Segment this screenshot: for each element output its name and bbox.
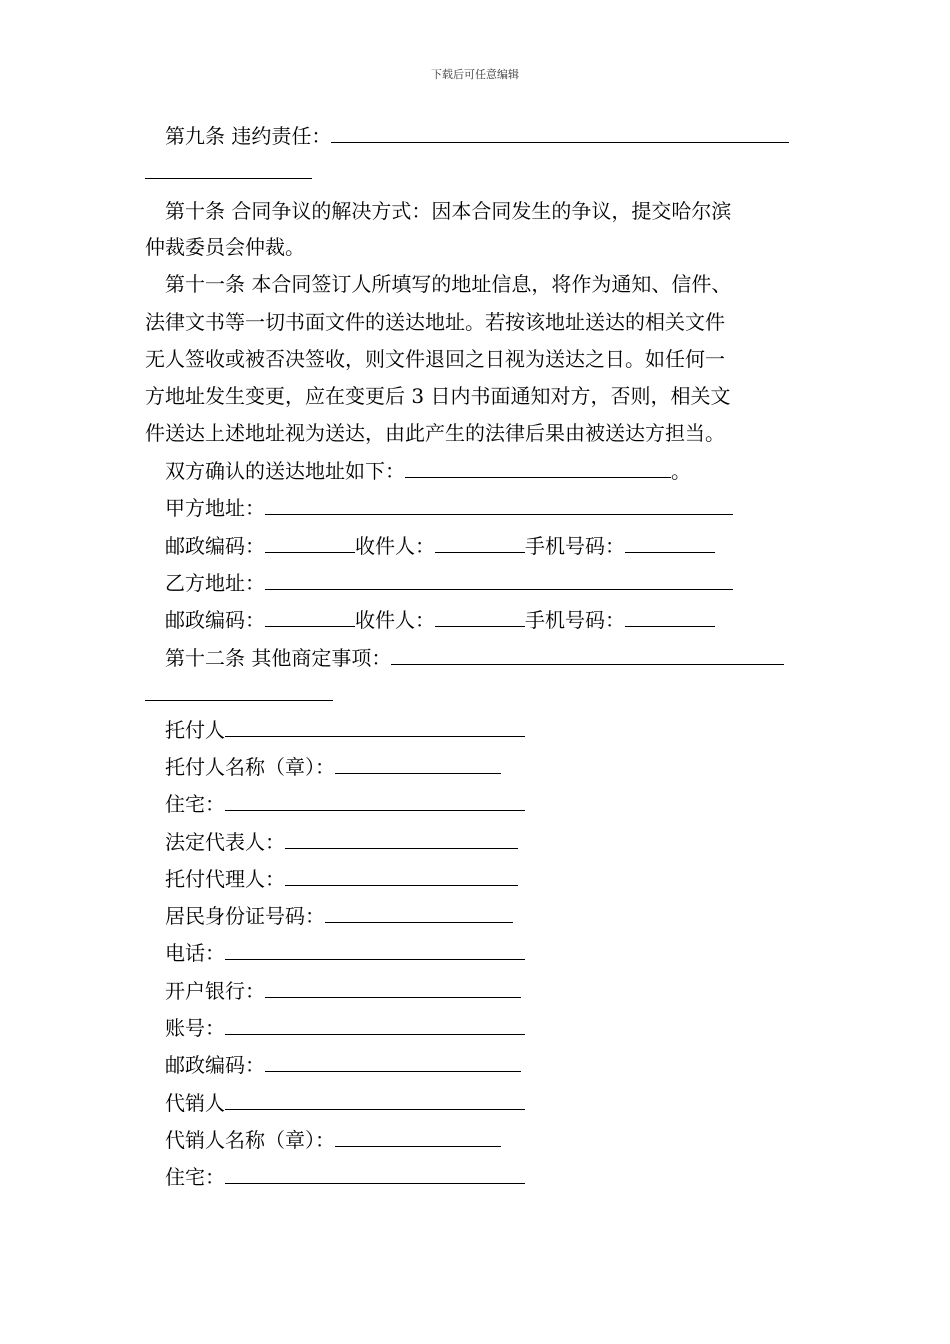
consignor-phone-field[interactable] [225, 941, 525, 960]
party-b-phone-label: 手机号码： [525, 608, 625, 632]
party-b-recipient-field[interactable] [435, 608, 525, 627]
party-b-postal-label: 邮政编码： [165, 608, 265, 632]
consignor-postal-label: 邮政编码： [165, 1053, 265, 1077]
party-a-recipient-field[interactable] [435, 534, 525, 553]
address-confirm-label: 双方确认的送达地址如下： [165, 459, 405, 483]
article-12-continuation [145, 682, 333, 706]
party-b-phone-field[interactable] [625, 608, 715, 627]
consignor-phone-label: 电话： [165, 941, 225, 965]
other-matters-field[interactable] [391, 646, 784, 665]
consignor-residence-field[interactable] [225, 792, 525, 811]
article-11-line-5: 件送达上述地址视为送达，由此产生的法律后果由被送达方担当。 [145, 421, 725, 445]
consignor-name-row [165, 755, 501, 779]
party-a-contact-row [165, 534, 715, 558]
consignor-bank-field[interactable] [265, 979, 521, 998]
article-12-label: 第十二条 其他商定事项： [165, 646, 392, 670]
consignor-legal-rep-field[interactable] [285, 830, 518, 849]
party-a-phone-field[interactable] [625, 534, 715, 553]
article-9-continuation [145, 160, 312, 184]
article-11-line-4: 方地址发生变更，应在变更后 3 日内书面通知对方，否则，相关文 [145, 384, 731, 408]
consignor-id-label: 居民身份证号码： [165, 904, 325, 928]
party-a-address-row [165, 496, 733, 520]
party-a-address-field[interactable] [265, 496, 733, 515]
distributor-name-label: 代销人名称（章）： [165, 1128, 335, 1152]
consignor-name-field[interactable] [335, 755, 501, 774]
consignor-postal-row [165, 1053, 521, 1077]
address-confirm-row [165, 459, 691, 483]
consignor-bank-row [165, 979, 521, 1003]
distributor-name-row [165, 1128, 501, 1152]
consignor-postal-field[interactable] [265, 1053, 521, 1072]
consignor-legal-rep-label: 法定代表人： [165, 830, 285, 854]
distributor-title: 代销人 [165, 1091, 225, 1115]
consignor-legal-rep-row [165, 830, 518, 854]
distributor-residence-row [165, 1165, 525, 1189]
party-a-address-label: 甲方地址： [165, 496, 265, 520]
page-header: 下载后可任意编辑 [431, 68, 519, 81]
party-a-postal-label: 邮政编码： [165, 534, 265, 558]
consignor-phone-row [165, 941, 525, 965]
address-confirm-field[interactable] [405, 459, 671, 478]
consignor-title: 托付人 [165, 718, 225, 742]
article-11-line-2: 法律文书等一切书面文件的送达地址。若按该地址送达的相关文件 [145, 310, 725, 334]
article-9 [165, 124, 789, 148]
consignor-account-row [165, 1016, 525, 1040]
distributor-field[interactable] [225, 1091, 525, 1110]
breach-liability-field[interactable] [331, 124, 789, 143]
party-a-recipient-label: 收件人： [355, 534, 435, 558]
address-confirm-end: 。 [671, 459, 691, 483]
consignor-row [165, 718, 525, 742]
distributor-name-field[interactable] [335, 1128, 501, 1147]
consignor-residence-row [165, 792, 525, 816]
consignor-id-field[interactable] [325, 904, 513, 923]
article-9-label: 第九条 违约责任： [165, 124, 332, 148]
consignor-account-field[interactable] [225, 1016, 525, 1035]
consignor-agent-row [165, 867, 518, 891]
party-a-phone-label: 手机号码： [525, 534, 625, 558]
article-12 [165, 646, 784, 670]
party-b-address-row [165, 571, 733, 595]
party-b-address-field[interactable] [265, 571, 733, 590]
party-b-recipient-label: 收件人： [355, 608, 435, 632]
distributor-residence-label: 住宅： [165, 1165, 225, 1189]
party-a-postal-field[interactable] [265, 534, 355, 553]
consignor-agent-label: 托付代理人： [165, 867, 285, 891]
consignor-field[interactable] [225, 718, 525, 737]
party-b-postal-field[interactable] [265, 608, 355, 627]
consignor-id-row [165, 904, 513, 928]
article-11-line-1: 第十一条 本合同签订人所填写的地址信息，将作为通知、信件、 [165, 272, 732, 296]
article-10-line-2: 仲裁委员会仲裁。 [145, 235, 305, 259]
consignor-bank-label: 开户银行： [165, 979, 265, 1003]
party-b-address-label: 乙方地址： [165, 571, 265, 595]
article-11-line-3: 无人签收或被否决签收，则文件退回之日视为送达之日。如任何一 [145, 347, 725, 371]
distributor-residence-field[interactable] [225, 1165, 525, 1184]
other-matters-field-cont[interactable] [145, 682, 333, 701]
article-10-line-1: 第十条 合同争议的解决方式：因本合同发生的争议，提交哈尔滨 [165, 199, 732, 223]
consignor-residence-label: 住宅： [165, 792, 225, 816]
breach-liability-field-cont[interactable] [145, 160, 312, 179]
consignor-name-label: 托付人名称（章）： [165, 755, 335, 779]
distributor-row [165, 1091, 525, 1115]
consignor-agent-field[interactable] [285, 867, 518, 886]
consignor-account-label: 账号： [165, 1016, 225, 1040]
party-b-contact-row [165, 608, 715, 632]
